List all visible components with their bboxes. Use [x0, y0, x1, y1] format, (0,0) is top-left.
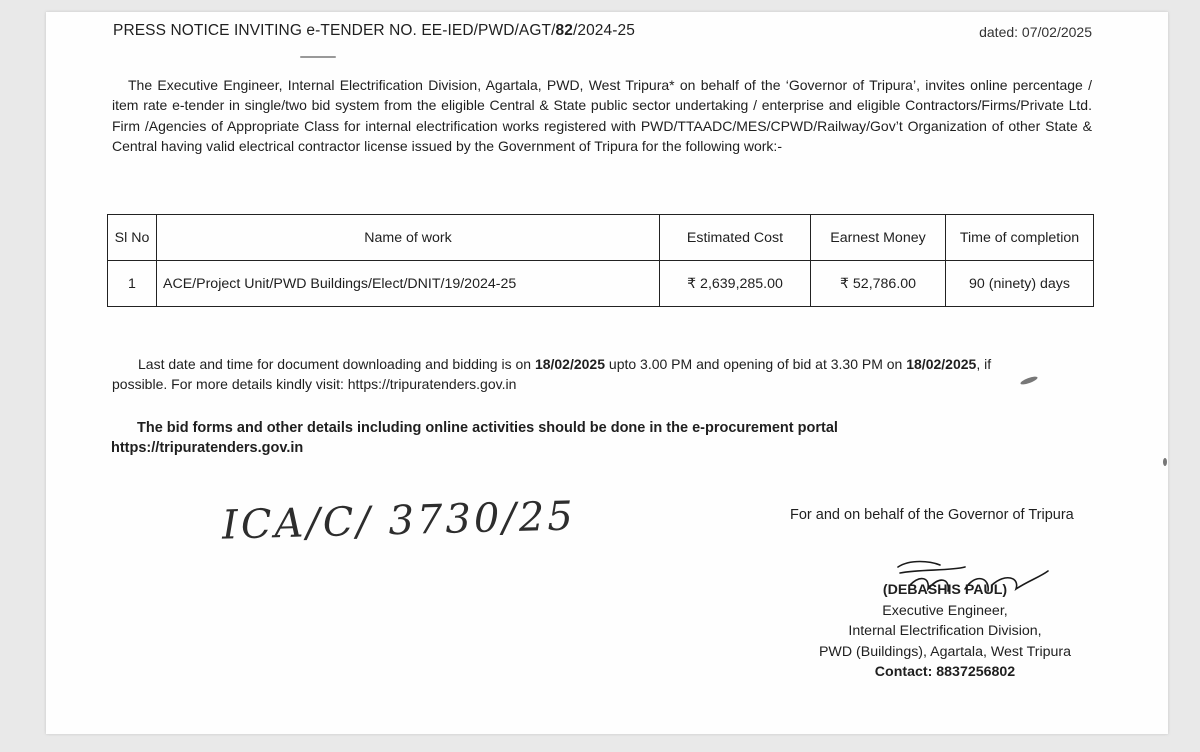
header-time-of-completion: Time of completion — [946, 215, 1094, 261]
cell-earnest-money: ₹ 52,786.00 — [811, 261, 946, 307]
signatory-division: Internal Electrification Division, — [848, 623, 1042, 639]
table-row — [108, 261, 1094, 307]
signatory-name: (DEBASHIS PAUL) — [882, 582, 1008, 598]
cell-time-of-completion: 90 (ninety) days — [946, 261, 1094, 307]
cell-name-of-work: ACE/Project Unit/PWD Buildings/Elect/DNIT/19/2024-25 — [157, 261, 660, 307]
header-name-of-work: Name of work — [157, 215, 660, 261]
intro-paragraph: The Executive Engineer, Internal Electrification Division, Agartala, PWD, West Tripura* on behalf of the ‘Governor of Tripura’, invites online percentage / item rate e-tender in single/two bid system from the eligible Central & State public sector undertaking / enterprise and eligible Contractors/Firms/Private Ltd. Firm /Agencies of Appropriate Class for internal electrification works registered with PWD/TTAADC/MES/CPWD/Railway/Gov’t Organization of other State & Central having valid electrical contractor license issued by the Government of Tripura for the following work:- — [112, 77, 1092, 155]
notice-title: PRESS NOTICE INVITING e-TENDER NO. EE-IED/PWD/AGT/82/2024-25 — [113, 22, 635, 39]
header-earnest-money: Earnest Money — [811, 215, 946, 261]
table-header-row — [108, 215, 1094, 261]
handwritten-reference: ICA/C/ 3730/25 — [221, 493, 577, 549]
portal-paragraph: The bid forms and other details including online activities should be done in the e-procurement portal https://tripuratenders.gov.in — [111, 420, 838, 457]
last-date-paragraph: Last date and time for document downloading and bidding is on 18/02/2025 upto 3.00 PM and opening of bid at 3.30 PM on 18/02/2025, if possible. For more details kindly visit: https://tripuratenders.gov.in — [112, 356, 992, 393]
tender-table — [107, 214, 1094, 307]
ink-smudge — [1163, 458, 1167, 466]
notice-date: dated: 07/02/2025 — [979, 24, 1092, 40]
signatory-block — [800, 580, 1090, 683]
cell-sl-no: 1 — [108, 261, 157, 307]
bid-close-date: 18/02/2025 — [534, 356, 606, 372]
signatory-office: PWD (Buildings), Agartala, West Tripura — [818, 643, 1072, 660]
signatory-contact: Contact: 8837256802 — [874, 664, 1016, 680]
header-estimated-cost: Estimated Cost — [660, 215, 811, 261]
bid-open-date: 18/02/2025 — [906, 356, 977, 372]
header-sl-no: Sl No — [108, 215, 157, 261]
signatory-designation: Executive Engineer, — [882, 602, 1008, 619]
cell-estimated-cost: ₹ 2,639,285.00 — [660, 261, 811, 307]
ink-smudge — [300, 56, 336, 58]
on-behalf-line: For and on behalf of the Governor of Tripura — [790, 507, 1074, 523]
